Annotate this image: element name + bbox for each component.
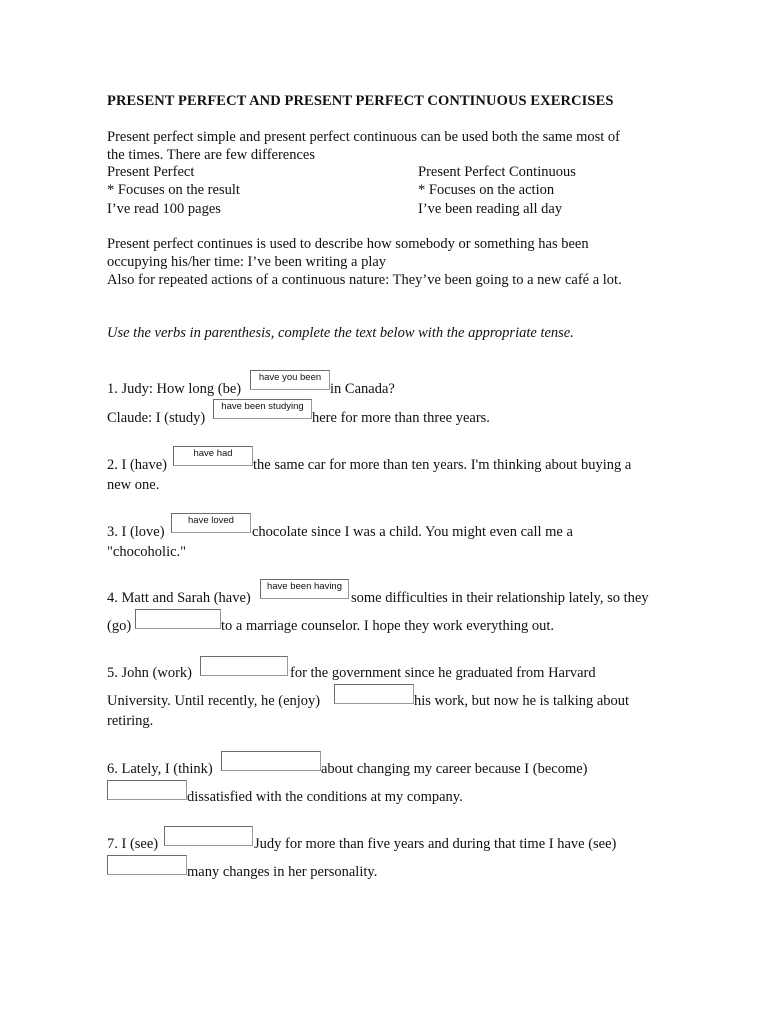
q6-answer-1-field[interactable]: [221, 751, 321, 771]
instructions: Use the verbs in parenthesis, complete the text below with the appropriate tense.: [107, 325, 574, 341]
q6-text-post2: dissatisfied with the conditions at my company.: [187, 789, 463, 805]
table-example-left: I’ve read 100 pages: [107, 201, 221, 217]
q5-answer-1-field[interactable]: [200, 656, 288, 676]
q4-answer-1-field[interactable]: have been having: [260, 579, 349, 599]
q6-answer-2-field[interactable]: [107, 780, 187, 800]
table-example-right: I’ve been reading all day: [418, 201, 563, 217]
q3-text-post: chocolate since I was a child. You might even call me a: [252, 524, 573, 540]
intro-line-1: Present perfect simple and present perfect continuous can be used both the same most of: [107, 129, 620, 145]
usage-line-2: occupying his/her time: I’ve been writing a play: [107, 254, 387, 270]
q5-text-pre: 5. John (work): [107, 665, 192, 681]
q2-text-post: the same car for more than ten years. I'm thinking about buying a: [253, 457, 632, 473]
q1-answer-a-field[interactable]: have you been: [250, 370, 330, 390]
q1-text-a-pre: 1. Judy: How long (be): [107, 381, 242, 397]
q1-text-a-post: in Canada?: [330, 381, 395, 397]
q4-text-pre2: (go): [107, 618, 132, 634]
table-header-right: Present Perfect Continuous: [418, 164, 576, 180]
q2-answer-field[interactable]: have had: [173, 446, 253, 466]
q5-text-post: for the government since he graduated from Harvard: [290, 665, 596, 681]
q1-text-b-pre: Claude: I (study): [107, 410, 206, 426]
q7-text-post2: many changes in her personality.: [187, 864, 378, 880]
q7-text-pre: 7. I (see): [107, 836, 159, 852]
q4-text-post: some difficulties in their relationship lately, so they: [351, 590, 649, 606]
q4-answer-2-field[interactable]: [135, 609, 221, 629]
q7-answer-1-field[interactable]: [164, 826, 253, 846]
q7-text-post: Judy for more than five years and during that time I have (see): [254, 836, 617, 852]
q5-text-line3: retiring.: [107, 713, 154, 729]
q6-text-pre: 6. Lately, I (think): [107, 761, 213, 777]
table-header-left: Present Perfect: [107, 164, 195, 180]
q4-text-pre: 4. Matt and Sarah (have): [107, 590, 251, 606]
q3-text-pre: 3. I (love): [107, 524, 165, 540]
q2-text-line2: new one.: [107, 477, 160, 493]
q2-text-pre: 2. I (have): [107, 457, 167, 473]
table-focus-left: * Focuses on the result: [107, 182, 240, 198]
q1-answer-b-field[interactable]: have been studying: [213, 399, 312, 419]
table-focus-right: * Focuses on the action: [418, 182, 555, 198]
q6-text-post: about changing my career because I (become): [321, 761, 588, 777]
q7-answer-2-field[interactable]: [107, 855, 187, 875]
q3-text-line2: "chocoholic.": [107, 544, 187, 560]
usage-line-1: Present perfect continues is used to describe how somebody or something has been: [107, 236, 589, 252]
q5-answer-2-field[interactable]: [334, 684, 414, 704]
q5-text-pre2: University. Until recently, he (enjoy): [107, 693, 321, 709]
usage-line-3: Also for repeated actions of a continuous nature: They’ve been going to a new café a lot.: [107, 272, 622, 288]
intro-line-2: the times. There are few differences: [107, 147, 315, 163]
q3-answer-field[interactable]: have loved: [171, 513, 251, 533]
q5-text-post2: his work, but now he is talking about: [414, 693, 630, 709]
q4-text-post2: to a marriage counselor. I hope they work everything out.: [221, 618, 554, 634]
q1-text-b-post: here for more than three years.: [312, 410, 490, 426]
page-title: PRESENT PERFECT AND PRESENT PERFECT CONTINUOUS EXERCISES: [107, 93, 614, 109]
